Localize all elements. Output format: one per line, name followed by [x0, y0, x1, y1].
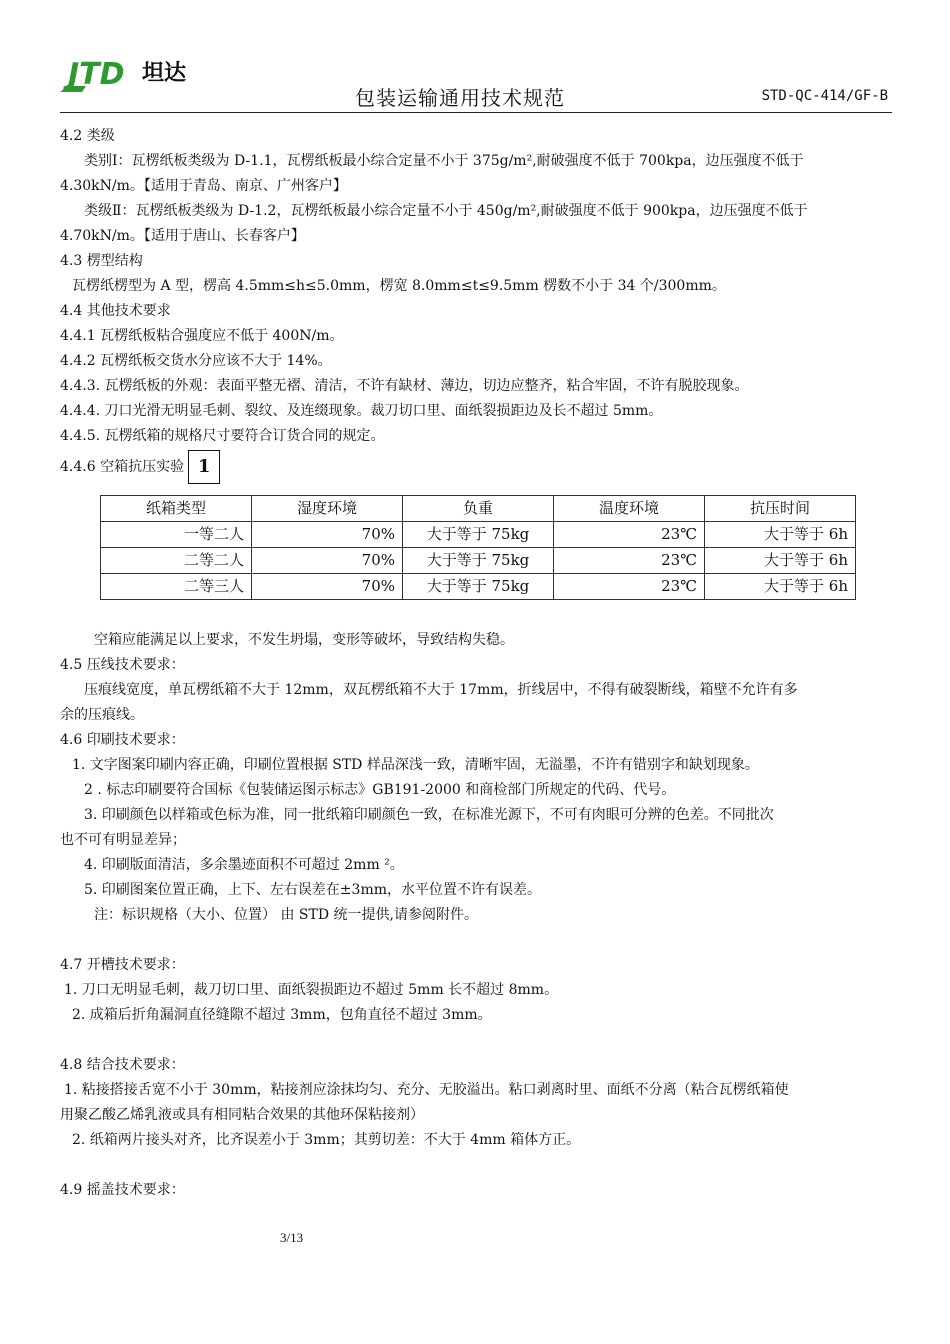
bond-item-2: 2. 纸箱两片接头对齐，比齐误差小于 3mm；其剪切差：不大于 4mm 箱体方正。: [72, 1132, 581, 1148]
section-4-4-heading: 4.4 其他技术要求: [60, 303, 171, 319]
item-4-4-1: 4.4.1 瓦楞纸板粘合强度应不低于 400N/m。: [60, 328, 344, 344]
section-4-7-heading: 4.7 开槽技术要求：: [60, 957, 185, 973]
section-4-6-heading: 4.6 印刷技术要求：: [60, 732, 185, 748]
item-4-4-6-row: [60, 449, 893, 485]
table-cell: 大于等于 6h: [705, 548, 856, 574]
compression-test-table: [100, 495, 856, 600]
col-header: 湿度环境: [252, 496, 403, 522]
table-cell: 大于等于 6h: [705, 574, 856, 600]
table-header-row: [101, 496, 856, 522]
print-item-5: 5. 印刷图案位置正确，上下、左右误差在±3mm，水平位置不许有误差。: [84, 882, 541, 898]
crease-line2: 余的压痕线。: [60, 707, 144, 723]
table-cell: 70%: [252, 522, 403, 548]
table-cell: 二等二人: [101, 548, 252, 574]
category-1-line2: 4.30kN/m。【适用于青岛、南京、广州客户】: [60, 178, 347, 194]
table-cell: 大于等于 75kg: [403, 574, 554, 600]
print-item-2: 2 . 标志印刷要符合国标《包装储运图示标志》GB191-2000 和商检部门所规定的代码、代号。: [84, 782, 676, 798]
table-cell: 大于等于 6h: [705, 522, 856, 548]
section-4-5-heading: 4.5 压线技术要求：: [60, 657, 185, 673]
item-4-4-6: 4.4.6 空箱抗压实验: [60, 458, 185, 475]
table-cell: 23℃: [554, 522, 705, 548]
table-cell: 70%: [252, 574, 403, 600]
table-cell: 大于等于 75kg: [403, 522, 554, 548]
item-4-4-5: 4.4.5. 瓦楞纸箱的规格尺寸要符合订货合同的规定。: [60, 428, 385, 444]
print-item-3-line2: 也不可有明显差异；: [60, 832, 186, 848]
col-header: 负重: [403, 496, 554, 522]
bond-item-1-line2: 用聚乙酸乙烯乳液或具有相同粘合效果的其他环保粘接剂）: [60, 1107, 424, 1123]
table-cell: 一等二人: [101, 522, 252, 548]
document-body: [60, 124, 893, 1203]
svg-text:坦达: 坦达: [142, 61, 187, 86]
item-4-4-2: 4.4.2 瓦楞纸板交货水分应该不大于 14%。: [60, 353, 332, 369]
page-number: 3/13: [280, 1230, 304, 1245]
section-4-2-heading: 4.2 类级: [60, 128, 115, 144]
slot-item-2: 2. 成箱后折角漏洞直径缝隙不超过 3mm，包角直径不超过 3mm。: [72, 1007, 492, 1023]
company-logo: [60, 52, 202, 96]
col-header: 抗压时间: [705, 496, 856, 522]
table-cell: 二等三人: [101, 574, 252, 600]
document-code: STD-QC-414/GF-B: [761, 88, 888, 104]
flute-structure-text: 瓦楞纸楞型为 A 型，楞高 4.5mm≤h≤5.0mm，楞宽 8.0mm≤t≤9.5mm 楞数不小于 34 个/300mm。: [72, 278, 726, 294]
print-item-3-line1: 3. 印刷颜色以样箱或色标为准，同一批纸箱印刷颜色一致，在标准光源下，不可有肉眼可分辨的色差。不同批次: [84, 807, 774, 823]
section-4-8-heading: 4.8 结合技术要求：: [60, 1057, 185, 1073]
table-row: [101, 522, 856, 548]
header-divider: [60, 112, 892, 113]
crease-line1: 压痕线宽度，单瓦楞纸箱不大于 12mm，双瓦楞纸箱不大于 17mm，折线居中，不得有破裂断线，箱壁不允许有多: [84, 682, 798, 698]
category-2-line2: 4.70kN/m。【适用于唐山、长春客户】: [60, 228, 305, 244]
svg-text:JTD: JTD: [68, 57, 125, 92]
table-cell: 23℃: [554, 548, 705, 574]
table-row: [101, 574, 856, 600]
marker-box: 1: [188, 450, 220, 484]
item-4-4-3: 4.4.3. 瓦楞纸板的外观：表面平整无褶、清洁，不许有缺材、薄边，切边应整齐，粘合牢固，不许有脱胶现象。: [60, 378, 749, 394]
page-header: [60, 52, 892, 112]
col-header: 纸箱类型: [101, 496, 252, 522]
table-cell: 23℃: [554, 574, 705, 600]
category-2-line1: 类级Ⅱ：瓦楞纸板类级为 D-1.2，瓦楞纸板最小综合定量不小于 450g/m²,耐破强度不低于 900kpa，边压强度不低于: [84, 203, 808, 219]
print-item-4: 4. 印刷版面清洁，多余墨迹面积不可超过 2mm ²。: [84, 857, 404, 873]
document-title: 包装运输通用技术规范: [355, 86, 565, 110]
category-1-line1: 类别Ⅰ：瓦楞纸板类级为 D-1.1，瓦楞纸板最小综合定量不小于 375g/m²,耐破强度不低于 700kpa，边压强度不低于: [84, 153, 804, 169]
print-item-1: 1. 文字图案印刷内容正确，印刷位置根据 STD 样品深浅一致，清晰牢固，无溢墨，不许有错别字和缺划现象。: [72, 757, 759, 773]
section-4-3-heading: 4.3 楞型结构: [60, 253, 143, 269]
col-header: 温度环境: [554, 496, 705, 522]
jtd-logo-icon: [60, 52, 202, 96]
slot-item-1: 1. 刀口无明显毛刺，裁刀切口里、面纸裂损距边不超过 5mm 长不超过 8mm。: [64, 982, 559, 998]
print-note: 注：标识规格（大小、位置） 由 STD 统一提供,请参阅附件。: [94, 907, 478, 923]
bond-item-1-line1: 1. 粘接搭接舌宽不小于 30mm，粘接剂应涂抹均匀、充分、无胶溢出。粘口剥离时里、面纸不分离（粘合瓦楞纸箱使: [64, 1082, 789, 1098]
item-4-4-4: 4.4.4. 刀口光滑无明显毛刺、裂纹、及连缀现象。裁刀切口里、面纸裂损距边及长不超过 5mm。: [60, 403, 663, 419]
table-cell: 70%: [252, 548, 403, 574]
after-table-note: 空箱应能满足以上要求，不发生坍塌，变形等破坏，导致结构失稳。: [94, 632, 514, 648]
section-4-9-heading: 4.9 摇盖技术要求：: [60, 1182, 185, 1198]
table-cell: 大于等于 75kg: [403, 548, 554, 574]
table-row: [101, 548, 856, 574]
